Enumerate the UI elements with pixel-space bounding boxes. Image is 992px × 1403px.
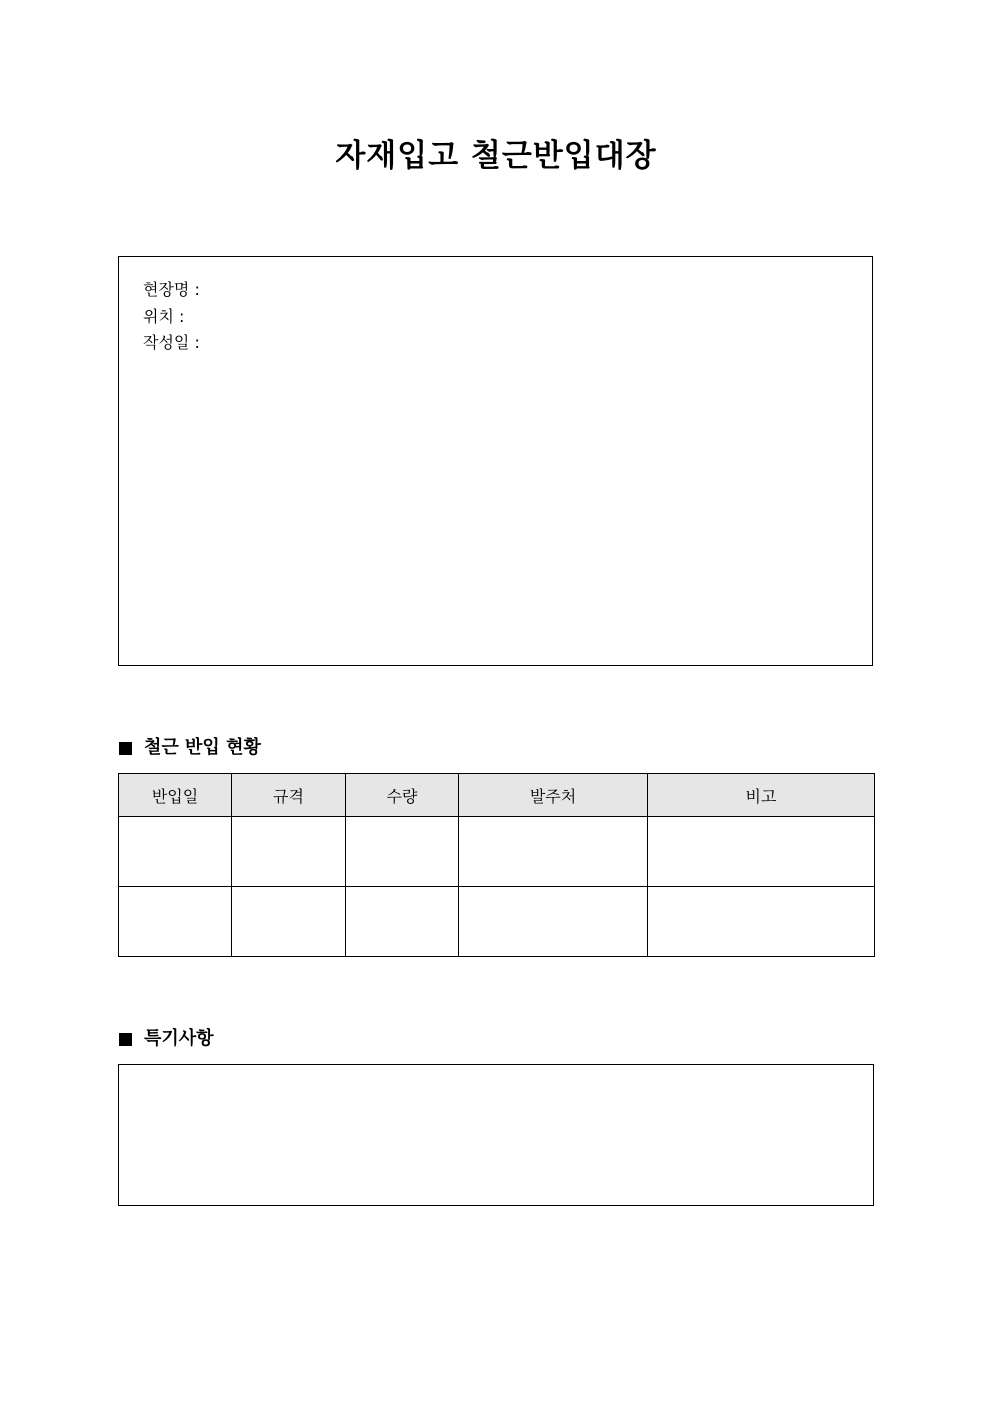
table-row [119, 817, 875, 887]
table-cell[interactable] [459, 817, 648, 887]
table-cell[interactable] [648, 887, 875, 957]
column-header-spec: 규격 [232, 774, 346, 817]
location-label: 위치 : [143, 306, 185, 326]
site-info-box [118, 256, 873, 666]
square-bullet-icon [119, 742, 132, 755]
square-bullet-icon [119, 1033, 132, 1046]
document-title: 자재입고 철근반입대장 [335, 138, 657, 174]
table-cell[interactable] [232, 887, 346, 957]
site-info-lines [143, 277, 200, 357]
table-cell[interactable] [459, 887, 648, 957]
table-cell[interactable] [346, 817, 459, 887]
rebar-receipt-table [118, 773, 875, 957]
special-notes-box[interactable] [118, 1064, 874, 1206]
receipt-status-heading-text: 철근 반입 현황 [144, 737, 261, 758]
table-cell[interactable] [648, 817, 875, 887]
table-cell[interactable] [232, 817, 346, 887]
column-header-client: 발주처 [459, 774, 648, 817]
special-notes-heading [119, 1027, 214, 1051]
date-label: 작성일 : [143, 333, 200, 352]
column-header-date: 반입일 [119, 774, 232, 817]
table-cell[interactable] [119, 887, 232, 957]
table-row [119, 887, 875, 957]
table-cell[interactable] [346, 887, 459, 957]
table-header-row [119, 774, 875, 817]
site-name-label: 현장명 : [143, 280, 200, 299]
column-header-remarks: 비고 [648, 774, 875, 817]
table-cell[interactable] [119, 817, 232, 887]
column-header-quantity: 수량 [346, 774, 459, 817]
receipt-status-heading [119, 736, 261, 760]
special-notes-heading-text: 특기사항 [144, 1028, 214, 1049]
